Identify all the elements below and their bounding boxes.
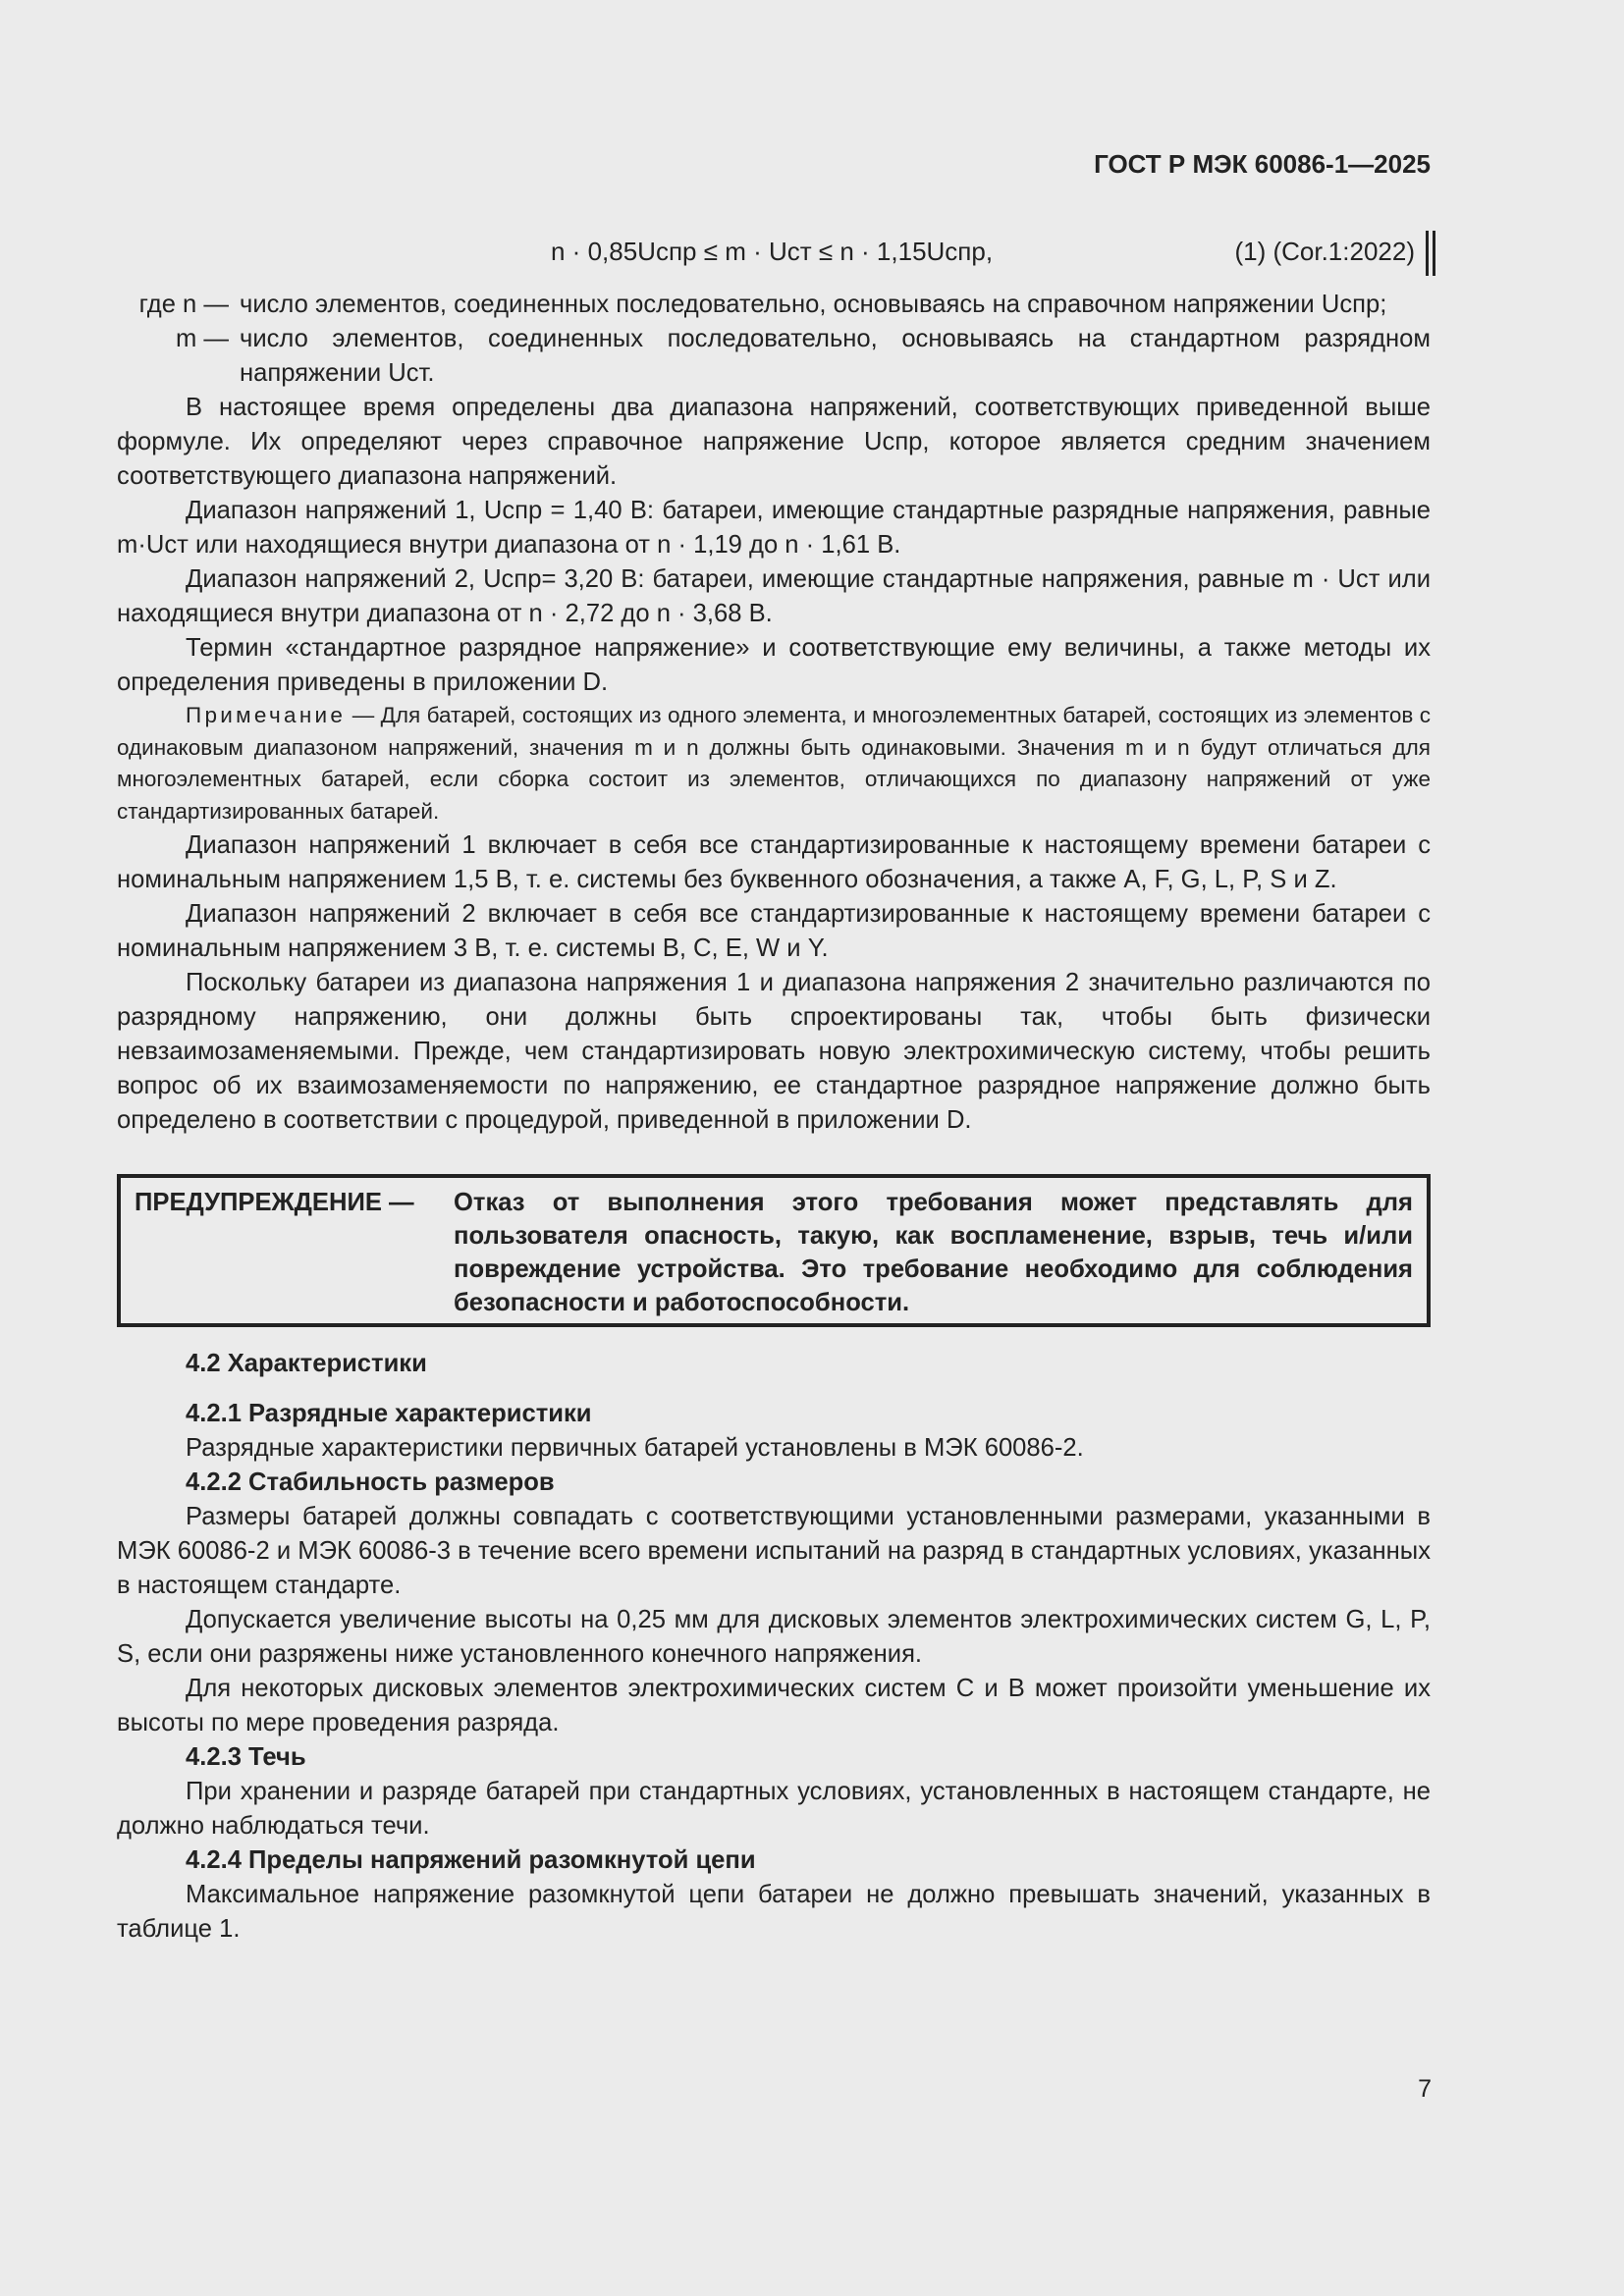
definition-m [117, 322, 1431, 391]
paragraph: Термин «стандартное разрядное напряжение» и соответствующие ему величины, а также методы их определения приведены в приложении D. [117, 634, 1431, 696]
paragraph: Максимальное напряжение разомкнутой цепи батареи не должно превышать значений, указанных в таблице 1. [117, 1880, 1431, 1943]
warning-label: ПРЕДУПРЕЖДЕНИЕ — [135, 1188, 414, 1216]
note [117, 700, 1431, 828]
definitions-list [117, 288, 1431, 391]
definition-text: число элементов, соединенных последовательно, основываясь на справочном напряжении Uспр; [240, 291, 1387, 318]
definition-n [117, 288, 1431, 322]
page-number: 7 [1418, 2075, 1432, 2103]
paragraph: Диапазон напряжений 2 включает в себя все стандартизированные к настоящему времени батареи с номинальным напряжением 3 В, т. е. системы B, C, E, W и Y. [117, 899, 1431, 962]
definition-text: число элементов, соединенных последовательно, основываясь на стандартном разрядном напряжении Uст. [240, 325, 1431, 387]
warning-box [117, 1174, 1431, 1327]
paragraph: Допускается увеличение высоты на 0,25 мм для дисковых элементов электрохимических систем G, L, P, S, если они разряжены ниже установленного конечного напряжения. [117, 1605, 1431, 1668]
formula-number: (1) (Cor.1:2022) [1234, 237, 1415, 266]
definition-term: m — [175, 325, 229, 352]
paragraph: Диапазон напряжений 2, Uспр= 3,20 В: батареи, имеющие стандартные напряжения, равные m · Uст или находящиеся внутри диапазона от n · 2,72 до n · 3,68 В. [117, 565, 1431, 627]
paragraph: Размеры батарей должны совпадать с соответствующими установленными размерами, указанными в МЭК 60086-2 и МЭК 60086-3 в течение всего времени испытаний на разряд в стандартных условиях, указанных в настоящем стандарте. [117, 1502, 1431, 1599]
change-bar [1426, 231, 1435, 276]
document-code: ГОСТ Р МЭК 60086-1—2025 [1094, 149, 1431, 179]
subsection-heading: 4.2.2 Стабильность размеров [186, 1468, 555, 1496]
formula-row [117, 232, 1431, 271]
subsection-heading: 4.2.1 Разрядные характеристики [186, 1399, 592, 1427]
paragraph: Диапазон напряжений 1, Uспр = 1,40 В: батареи, имеющие стандартные разрядные напряжения, равные m·Uст или находящиеся внутри диапазона от n · 1,19 до n · 1,61 В. [117, 497, 1431, 559]
subsection-heading: 4.2.3 Течь [186, 1742, 306, 1771]
paragraph: Поскольку батареи из диапазона напряжения 1 и диапазона напряжения 2 значительно различаются по разрядному напряжению, они должны быть спроектированы так, чтобы быть физически невзаимозаменяемыми. Прежде, чем стандартизировать новую электрохимическую систему, чтобы решить вопрос об их взаимозаменяемости по напряжению, ее стандартное разрядное напряжение должно быть определено в соответствии с процедурой, приведенной в приложении D. [117, 968, 1431, 1134]
paragraph: Для некоторых дисковых элементов электрохимических систем C и B может произойти уменьшение их высоты по мере проведения разряда. [117, 1674, 1431, 1736]
paragraph: В настоящее время определены два диапазона напряжений, соответствующих приведенной выше формуле. Их определяют через справочное напряжение Uспр, которое является средним значением соответствующего диапазона напряжений. [117, 394, 1431, 490]
warning-text: Отказ от выполнения этого требования может представлять для пользователя опасность, такую, как воспламенение, взрыв, течь и/или повреждение устройства. Это требование необходимо для соблюдения безопасности и работоспособности. [454, 1188, 1413, 1316]
definition-term: где n — [138, 291, 229, 318]
paragraph: Диапазон напряжений 1 включает в себя все стандартизированные к настоящему времени батареи с номинальным напряжением 1,5 В, т. е. системы без буквенного обозначения, а также A, F, G, L, P, S и Z. [117, 830, 1431, 893]
subsection-heading: 4.2.4 Пределы напряжений разомкнутой цепи [186, 1845, 756, 1874]
paragraph: Разрядные характеристики первичных батарей установлены в МЭК 60086-2. [186, 1433, 1084, 1462]
section-heading: 4.2 Характеристики [186, 1349, 427, 1377]
main-content [117, 288, 1431, 1947]
paragraph: При хранении и разряде батарей при стандартных условиях, установленных в настоящем стандарте, не должно наблюдаться течи. [117, 1777, 1431, 1840]
voltage-formula: n · 0,85Uспр ≤ m · Uст ≤ n · 1,15Uспр, [551, 237, 994, 266]
note-text: — Для батарей, состоящих из одного элемента, и многоэлементных батарей, состоящих из элементов с одинаковым диапазоном напряжений, значения m и n должны быть одинаковыми. Значения m и n будут отличаться для многоэлементных батарей, если сборка состоит из элементов, отличающихся по диапазону напряжений от уже стандартизированных батарей. [117, 703, 1431, 825]
note-label: Примечание [186, 703, 347, 727]
